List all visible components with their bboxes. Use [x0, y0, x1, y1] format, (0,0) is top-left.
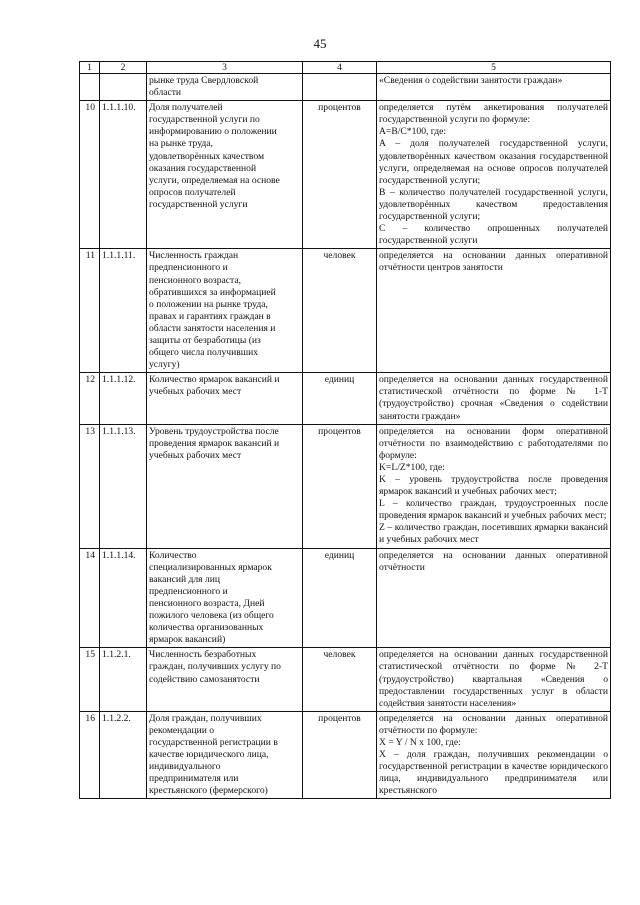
- header-col-3: 3: [147, 62, 303, 74]
- indicator-name: [147, 249, 303, 373]
- indicator-name-line: предпенсионного и: [149, 585, 228, 597]
- indicator-name-line: удовлетворённых качеством: [149, 150, 265, 162]
- indicator-name: [147, 711, 303, 799]
- indicator-code: [100, 74, 147, 101]
- row-number: [80, 74, 100, 101]
- indicator-name-line: информированию о положении: [149, 126, 277, 138]
- calculation-method-line: X – доля граждан, получивших рекомендации о государственной регистрации в качестве юридического лица, индивидуального предпринимателя или крестьянского: [379, 749, 608, 797]
- unit-of-measure: человек: [303, 249, 377, 373]
- indicator-name-line: защиты от безработицы (из: [149, 334, 261, 346]
- header-col-1: 1: [80, 62, 100, 74]
- indicator-name-line: рынке труда Свердловской: [149, 75, 259, 86]
- calculation-method: [377, 249, 611, 373]
- row-number: 13: [80, 424, 100, 548]
- row-number: 14: [80, 548, 100, 648]
- indicator-name-line: оказания государственной: [149, 162, 257, 174]
- indicator-name-line: услуги, определяемая на основе: [149, 174, 280, 186]
- indicator-code: 1.1.2.2.: [100, 711, 147, 799]
- indicator-name-line: учебных рабочих мест: [149, 449, 242, 461]
- header-col-2: 2: [100, 62, 147, 74]
- table-row: [80, 373, 611, 424]
- indicator-name-line: опросов получателей: [149, 186, 236, 198]
- indicator-name-line: обратившихся за информацией: [149, 286, 276, 298]
- unit-of-measure: процентов: [303, 101, 377, 249]
- calculation-method: [377, 648, 611, 711]
- unit-of-measure: процентов: [303, 711, 377, 799]
- indicator-name-line: общего числа получивших: [149, 347, 259, 359]
- indicator-name-line: предпринимателя или: [149, 773, 239, 785]
- indicator-code: 1.1.1.10.: [100, 101, 147, 249]
- row-number: 10: [80, 101, 100, 249]
- calculation-method-line: A – доля получателей государственной услуги, удовлетворённых качеством оказания государственной услуги, определяемая на основе опросов получателей государственной услуги;: [379, 138, 608, 186]
- indicator-name-line: пенсионного возраста,: [149, 274, 242, 286]
- calculation-method-line: определяется путём анкетирования получателей государственной услуги по формуле:: [379, 102, 608, 126]
- header-col-5: 5: [377, 62, 611, 74]
- indicator-name-line: Численность безработных: [149, 649, 257, 661]
- calculation-method-line: X = Y / N x 100, где:: [379, 736, 461, 748]
- indicator-name-line: пенсионного возраста, Дней: [149, 597, 265, 609]
- indicator-name-line: Количество: [149, 549, 197, 561]
- indicator-name-line: области: [149, 87, 182, 99]
- calculation-method-line: K=L/Z*100, где:: [379, 461, 445, 473]
- indicator-name-line: услугу): [149, 359, 180, 371]
- indicator-code: 1.1.1.12.: [100, 373, 147, 424]
- indicator-name-line: вакансий для лиц: [149, 573, 221, 585]
- indicators-table: [79, 61, 611, 799]
- calculation-method: [377, 424, 611, 548]
- row-number: 16: [80, 711, 100, 799]
- indicator-name-line: проведения ярмарок вакансий и: [149, 437, 280, 449]
- page-number: 45: [313, 36, 327, 51]
- calculation-method-line: C – количество опрошенных получателей государственной услуги: [379, 223, 608, 247]
- indicator-name-line: Количество ярмарок вакансий и: [149, 374, 280, 386]
- indicator-name-line: Доля граждан, получивших: [149, 712, 262, 724]
- indicator-name-line: государственной услуги по: [149, 114, 260, 126]
- indicator-name-line: крестьянского (фермерского): [149, 785, 268, 797]
- table-row: [80, 249, 611, 373]
- unit-of-measure: процентов: [303, 424, 377, 548]
- unit-of-measure: человек: [303, 648, 377, 711]
- indicator-name-line: государственной регистрации в: [149, 736, 278, 748]
- table-row: [80, 648, 611, 711]
- indicator-name-line: Доля получателей: [149, 102, 223, 114]
- table-row: [80, 548, 611, 648]
- indicator-name-line: Численность граждан: [149, 250, 239, 262]
- unit-of-measure: [303, 74, 377, 101]
- indicator-name: [147, 74, 303, 101]
- indicator-name: [147, 648, 303, 711]
- calculation-method-line: определяется на основании данных государственной статистической отчётности по форме № 2-Т (трудоустройство) квартальная «Сведения о предоставлении государственных услуг в области содействия занятости населения»: [379, 649, 608, 709]
- calculation-method-line: Z – количество граждан, посетивших ярмарки вакансий и учебных рабочих мест: [379, 522, 608, 546]
- table-body: [80, 74, 611, 799]
- unit-of-measure: единиц: [303, 373, 377, 424]
- indicator-name: [147, 101, 303, 249]
- indicator-name: [147, 424, 303, 548]
- header-row: [80, 62, 611, 74]
- indicator-name-line: правах и гарантиях граждан в: [149, 310, 271, 322]
- calculation-method: [377, 373, 611, 424]
- table-row: [80, 74, 611, 101]
- indicator-name-line: специализированных ярмарок: [149, 561, 272, 573]
- calculation-method: [377, 711, 611, 799]
- indicator-name-line: на рынке труда,: [149, 138, 213, 150]
- indicator-name-line: качестве юридического лица,: [149, 749, 269, 761]
- indicator-name-line: учебных рабочих мест: [149, 386, 242, 398]
- indicator-code: 1.1.1.13.: [100, 424, 147, 548]
- table-row: [80, 101, 611, 249]
- table-row: [80, 424, 611, 548]
- indicator-name-line: рекомендации о: [149, 724, 215, 736]
- calculation-method-line: A=B/C*100, где:: [379, 126, 447, 138]
- row-number: 11: [80, 249, 100, 373]
- calculation-method-line: K – уровень трудоустройства после проведения ярмарок вакансий и учебных рабочих мест;: [379, 474, 608, 498]
- indicator-name-line: ярмарок вакансий): [149, 634, 226, 646]
- calculation-method: [377, 548, 611, 648]
- indicator-name-line: предпенсионного и: [149, 262, 228, 274]
- indicator-name-line: содействию самозанятости: [149, 673, 260, 685]
- indicator-name: [147, 548, 303, 648]
- row-number: 15: [80, 648, 100, 711]
- indicator-name-line: индивидуального: [149, 761, 221, 773]
- calculation-method-line: определяется на основании данных оперативной отчётности: [379, 549, 608, 573]
- indicator-name-line: количества организованных: [149, 622, 264, 634]
- table-row: [80, 711, 611, 799]
- indicator-name-line: области занятости населения и: [149, 322, 276, 334]
- calculation-method: [377, 74, 611, 101]
- calculation-method-line: L – количество граждан, трудоустроенных после проведения ярмарок вакансий и учебных рабочих мест;: [379, 498, 608, 522]
- indicator-name-line: граждан, получивших услугу по: [149, 661, 281, 673]
- calculation-method-line: B – количество получателей государственной услуги, удовлетворённых качеством предоставления государственной услуги;: [379, 186, 608, 223]
- calculation-method-line: определяется на основании данных оперативной отчётности центров занятости: [379, 250, 608, 274]
- indicator-code: 1.1.1.14.: [100, 548, 147, 648]
- calculation-method-line: «Сведения о содействии занятости граждан»: [379, 75, 563, 86]
- calculation-method: [377, 101, 611, 249]
- calculation-method-line: определяется на основании данных оперативной отчётности по формуле:: [379, 712, 608, 736]
- indicator-name-line: о положении на рынке труда,: [149, 298, 268, 310]
- header-col-4: 4: [303, 62, 377, 74]
- indicator-name-line: государственной услуги: [149, 198, 248, 210]
- indicator-code: 1.1.2.1.: [100, 648, 147, 711]
- indicator-code: 1.1.1.11.: [100, 249, 147, 373]
- indicator-name-line: Уровень трудоустройства после: [149, 425, 279, 437]
- unit-of-measure: единиц: [303, 548, 377, 648]
- indicator-name-line: пожилого человека (из общего: [149, 610, 274, 622]
- calculation-method-line: определяется на основании данных государственной статистической отчётности по форме № 1-Т (трудоустройство) срочная «Сведения о содействии занятости граждан»: [379, 374, 608, 422]
- calculation-method-line: определяется на основании форм оперативной отчётности по взаимодействию с работодателями по формуле:: [379, 425, 608, 461]
- row-number: 12: [80, 373, 100, 424]
- indicator-name: [147, 373, 303, 424]
